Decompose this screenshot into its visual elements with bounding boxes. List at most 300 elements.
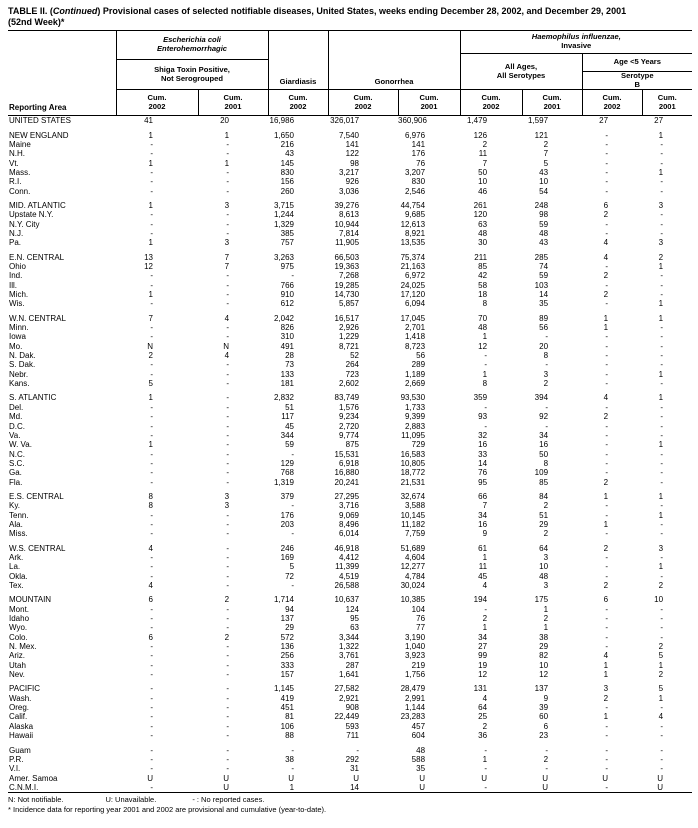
table-row — [8, 605, 692, 614]
value-cell: - — [226, 764, 230, 774]
value-cell: 131 — [473, 684, 488, 694]
table-row — [8, 746, 692, 755]
value-cell: - — [660, 186, 664, 196]
table-row — [8, 431, 692, 440]
value-cell: 84 — [539, 491, 549, 501]
cum-2002-ecoli-header: Cum. 2002 — [116, 90, 198, 116]
value-cell: 908 — [345, 703, 360, 713]
value-cell: 8,723 — [405, 341, 426, 351]
value-cell: - — [150, 458, 153, 468]
value-cell: - — [605, 430, 609, 440]
reporting-area-cell: La. — [9, 562, 21, 572]
value-cell: 10,637 — [334, 595, 360, 605]
value-cell: 51 — [539, 510, 549, 520]
value-cell: 1 — [603, 323, 609, 333]
value-cell: 181 — [280, 379, 295, 389]
value-cell: 1 — [658, 562, 664, 572]
value-cell: - — [605, 369, 609, 379]
value-cell: 2 — [603, 693, 609, 703]
value-cell: 70 — [478, 313, 488, 323]
value-cell: - — [226, 280, 230, 290]
serotype-line2: B — [634, 79, 641, 89]
value-cell: 8,721 — [338, 341, 360, 351]
all-ages-header — [460, 54, 582, 90]
value-cell: 2 — [543, 139, 549, 149]
value-cell: 29 — [539, 519, 549, 529]
reporting-area-cell: E.N. CENTRAL — [9, 252, 65, 262]
value-cell: - — [150, 670, 153, 680]
value-cell: 20,241 — [334, 477, 360, 487]
value-cell: - — [291, 501, 295, 511]
value-cell: 248 — [534, 200, 549, 210]
value-cell: 246 — [280, 543, 295, 553]
table-row — [8, 116, 692, 126]
value-cell: - — [150, 642, 153, 652]
value-cell: 43 — [539, 167, 549, 177]
value-cell: 3,716 — [338, 501, 360, 511]
value-cell: 45 — [478, 571, 488, 581]
value-cell: 8,496 — [338, 519, 360, 529]
value-cell: 1 — [603, 491, 609, 501]
value-cell: - — [545, 402, 549, 412]
value-cell: 10 — [654, 595, 664, 605]
cum-2001-gonorrhea-header: Cum. 2001 — [398, 90, 460, 116]
value-cell: - — [605, 745, 609, 755]
value-cell: - — [605, 177, 609, 187]
value-cell: 3,344 — [338, 632, 360, 642]
value-cell: - — [150, 228, 153, 238]
value-cell: 6,972 — [405, 271, 426, 281]
value-cell: - — [226, 614, 230, 624]
value-cell: 216 — [280, 139, 295, 149]
reporting-area-cell: Wyo. — [9, 623, 28, 633]
value-cell: 6 — [603, 200, 609, 210]
value-cell: 13 — [144, 252, 153, 262]
table-row — [8, 342, 692, 351]
value-cell: 1 — [482, 623, 488, 633]
reporting-area-cell: NEW ENGLAND — [9, 130, 69, 140]
value-cell: - — [605, 449, 609, 459]
value-cell: 2 — [224, 595, 230, 605]
value-cell: 457 — [411, 721, 426, 731]
value-cell: 1,714 — [273, 595, 295, 605]
all-ages-line1: All Ages, — [504, 62, 538, 71]
value-cell: 4,784 — [405, 571, 426, 581]
table-header — [8, 31, 692, 116]
value-cell: 588 — [411, 754, 426, 764]
value-cell: 59 — [285, 440, 295, 450]
value-cell: 3 — [224, 501, 230, 511]
value-cell: 1,040 — [405, 642, 426, 652]
value-cell: 19 — [478, 660, 488, 670]
value-cell: - — [150, 210, 153, 220]
table-row — [8, 670, 692, 679]
value-cell: 1 — [658, 313, 664, 323]
table-row — [8, 271, 692, 280]
value-cell: U — [542, 782, 549, 792]
value-cell: - — [150, 623, 153, 633]
value-cell: N — [223, 341, 230, 351]
value-cell: 3 — [224, 200, 230, 210]
value-cell: 1,733 — [405, 402, 426, 412]
value-cell: - — [660, 731, 664, 741]
value-cell: 1,189 — [405, 369, 426, 379]
reporting-area-cell: Ohio — [9, 262, 26, 271]
value-cell: 260 — [280, 186, 295, 196]
value-cell: - — [226, 510, 230, 520]
value-cell: 3,923 — [405, 651, 426, 661]
reporting-area-cell: Ga. — [9, 468, 22, 478]
value-cell: 4 — [603, 393, 609, 403]
value-cell: - — [150, 186, 153, 196]
value-cell: 85 — [539, 477, 549, 487]
value-cell: 66,503 — [334, 252, 360, 262]
footnotes — [8, 795, 691, 815]
value-cell: 4,412 — [338, 552, 360, 562]
value-cell: 344 — [280, 430, 295, 440]
value-cell: - — [226, 670, 230, 680]
value-cell: - — [226, 703, 230, 713]
value-cell: - — [226, 529, 230, 539]
value-cell: 85 — [478, 262, 488, 271]
value-cell: - — [660, 290, 664, 300]
value-cell: 1 — [543, 623, 549, 633]
reporting-area-cell: Nev. — [9, 670, 25, 680]
value-cell: - — [660, 623, 664, 633]
value-cell: 1 — [658, 167, 664, 177]
value-cell: 77 — [416, 623, 426, 633]
reporting-area-cell: Calif. — [9, 712, 28, 722]
table-row — [8, 403, 692, 412]
value-cell: 7 — [543, 149, 549, 159]
reporting-area-cell: Utah — [9, 660, 26, 670]
value-cell: - — [660, 430, 664, 440]
value-cell: - — [660, 219, 664, 229]
value-cell: - — [484, 782, 488, 792]
value-cell: 359 — [473, 393, 488, 403]
value-cell: - — [150, 604, 153, 614]
table-row — [8, 623, 692, 632]
value-cell: 64 — [478, 703, 488, 713]
value-cell: 52 — [350, 351, 360, 361]
value-cell: - — [660, 721, 664, 731]
value-cell: 3,715 — [273, 200, 295, 210]
value-cell: 1 — [482, 754, 488, 764]
value-cell: - — [605, 782, 609, 792]
value-cell: 360,906 — [398, 116, 427, 126]
value-cell: 2,883 — [405, 421, 426, 431]
value-cell: 1,319 — [273, 477, 295, 487]
value-cell: - — [226, 571, 230, 581]
value-cell: - — [605, 623, 609, 633]
value-cell: 1 — [148, 200, 153, 210]
value-cell: - — [605, 332, 609, 342]
value-cell: - — [291, 271, 295, 281]
value-cell: 137 — [534, 684, 549, 694]
value-cell: - — [226, 468, 230, 478]
value-cell: 27 — [599, 116, 609, 126]
value-cell: - — [226, 139, 230, 149]
value-cell: 8,921 — [405, 228, 426, 238]
value-cell: - — [660, 379, 664, 389]
value-cell: - — [226, 332, 230, 342]
value-cell: - — [150, 614, 153, 624]
reporting-area-cell: Ariz. — [9, 651, 25, 661]
value-cell: 203 — [280, 519, 295, 529]
value-cell: 73 — [285, 360, 295, 370]
value-cell: 13,535 — [400, 238, 426, 248]
reporting-area-cell: Mo. — [9, 341, 23, 351]
value-cell: - — [150, 477, 153, 487]
value-cell: 93 — [478, 412, 488, 422]
table-row — [8, 290, 692, 299]
value-cell: 1 — [148, 290, 153, 300]
value-cell: - — [150, 660, 153, 670]
reporting-area-cell: Md. — [9, 412, 23, 422]
value-cell: - — [660, 764, 664, 774]
value-cell: 1 — [482, 332, 488, 342]
shiga-line1: Shiga Toxin Positive, — [154, 65, 230, 74]
table-row — [8, 360, 692, 369]
value-cell: - — [291, 745, 295, 755]
value-cell: 3,036 — [338, 186, 360, 196]
value-cell: 287 — [345, 660, 360, 670]
value-cell: 1 — [603, 660, 609, 670]
table-row — [8, 299, 692, 308]
value-cell: 2 — [603, 290, 609, 300]
value-cell: 1 — [148, 440, 153, 450]
value-cell: - — [660, 412, 664, 422]
table-row — [8, 478, 692, 487]
value-cell: 34 — [478, 632, 488, 642]
value-cell: 766 — [280, 280, 295, 290]
value-cell: 875 — [345, 440, 360, 450]
value-cell: 30 — [478, 238, 488, 248]
value-cell: 48 — [416, 745, 426, 755]
reporting-area-cell: Okla. — [9, 571, 28, 581]
reporting-area-cell: Amer. Samoa — [9, 773, 58, 783]
value-cell: - — [484, 604, 488, 614]
value-cell: 1,756 — [405, 670, 426, 680]
reporting-area-cell: N.Y. City — [9, 219, 40, 229]
value-cell: 7 — [482, 501, 488, 511]
value-cell: - — [150, 177, 153, 187]
value-cell: 103 — [534, 280, 549, 290]
table-title — [8, 6, 691, 28]
value-cell: - — [291, 764, 295, 774]
value-cell: 1,641 — [338, 670, 360, 680]
table-row — [8, 529, 692, 538]
value-cell: - — [226, 219, 230, 229]
value-cell: 38 — [539, 632, 549, 642]
value-cell: 7 — [224, 262, 230, 271]
value-cell: 51 — [285, 402, 295, 412]
cum-2002-allages-header: Cum. 2002 — [460, 90, 522, 116]
value-cell: - — [605, 703, 609, 713]
value-cell: - — [150, 421, 153, 431]
value-cell: 8 — [148, 501, 153, 511]
value-cell: - — [226, 745, 230, 755]
value-cell: 5 — [543, 158, 549, 168]
value-cell: 2 — [482, 139, 488, 149]
value-cell: 5 — [148, 379, 153, 389]
value-cell: - — [226, 623, 230, 633]
value-cell: 6 — [148, 595, 153, 605]
value-cell: U — [602, 773, 609, 783]
value-cell: N — [147, 341, 153, 351]
value-cell: - — [605, 529, 609, 539]
value-cell: 76 — [416, 158, 426, 168]
value-cell: U — [288, 773, 295, 783]
value-cell: 2 — [603, 477, 609, 487]
value-cell: 21,163 — [400, 262, 426, 271]
value-cell: - — [226, 323, 230, 333]
value-cell: - — [605, 219, 609, 229]
value-cell: 9,234 — [338, 412, 360, 422]
value-cell: 22,449 — [334, 712, 360, 722]
value-cell: 35 — [539, 299, 549, 309]
value-cell: 12 — [478, 341, 488, 351]
table-row — [8, 651, 692, 660]
value-cell: 2 — [658, 581, 664, 590]
table-row — [8, 168, 692, 177]
table-row — [8, 544, 692, 553]
value-cell: 43 — [539, 238, 549, 248]
table-row — [8, 712, 692, 721]
value-cell: 93,530 — [400, 393, 426, 403]
table-row — [8, 492, 692, 501]
value-cell: - — [226, 299, 230, 309]
cum-2002-serotypeb-header: Cum. 2002 — [582, 90, 642, 116]
value-cell: 11 — [478, 562, 488, 572]
value-cell: 94 — [285, 604, 295, 614]
value-cell: - — [226, 449, 230, 459]
table-row — [8, 642, 692, 651]
value-cell: - — [660, 468, 664, 478]
value-cell: 63 — [350, 623, 360, 633]
reporting-area-cell: P.R. — [9, 754, 24, 764]
table-row — [8, 459, 692, 468]
value-cell: 1 — [658, 491, 664, 501]
value-cell: 18 — [478, 290, 488, 300]
value-cell: 1,576 — [338, 402, 360, 412]
value-cell: 58 — [478, 280, 488, 290]
value-cell: 2 — [543, 501, 549, 511]
reporting-area-cell: C.N.M.I. — [9, 782, 39, 792]
asterisk-footnote: * Incidence data for reporting year 2001 and 2002 are provisional and cumulative (year-to-date). — [8, 805, 327, 815]
value-cell: 3 — [658, 238, 664, 248]
title-line2: (52nd Week)* — [8, 17, 65, 27]
value-cell: 3 — [543, 581, 549, 590]
value-cell: 117 — [281, 412, 295, 422]
value-cell: - — [150, 782, 153, 792]
value-cell: - — [660, 351, 664, 361]
value-cell: 7 — [224, 252, 230, 262]
reporting-area-cell: N.C. — [9, 449, 25, 459]
value-cell: 27,582 — [334, 684, 360, 694]
hflu-name-line1: Haemophilus influenzae, — [531, 32, 621, 42]
value-cell: - — [226, 660, 230, 670]
value-cell: 1,329 — [273, 219, 295, 229]
value-cell: - — [605, 280, 609, 290]
value-cell: 2 — [224, 632, 230, 642]
value-cell: 910 — [280, 290, 295, 300]
value-cell: 16 — [478, 440, 488, 450]
value-cell: 1 — [658, 510, 664, 520]
value-cell: - — [605, 130, 609, 140]
table-row — [8, 281, 692, 290]
value-cell: 256 — [280, 651, 295, 661]
value-cell: - — [226, 360, 230, 370]
value-cell: 30,024 — [400, 581, 426, 590]
value-cell: 593 — [345, 721, 360, 731]
legend-not-notifiable: N: Not notifiable. — [8, 795, 64, 805]
value-cell: 59 — [539, 219, 549, 229]
value-cell: 23,283 — [400, 712, 426, 722]
value-cell: - — [226, 271, 230, 281]
value-cell: 109 — [534, 468, 549, 478]
value-cell: - — [226, 519, 230, 529]
value-cell: U — [542, 773, 549, 783]
value-cell: - — [484, 360, 488, 370]
reporting-area-cell: PACIFIC — [9, 684, 40, 694]
table-row — [8, 177, 692, 186]
value-cell: 1 — [658, 393, 664, 403]
value-cell: 61 — [478, 543, 488, 553]
value-cell: 24,025 — [400, 280, 426, 290]
value-cell: - — [226, 552, 230, 562]
value-cell: 83,749 — [334, 393, 360, 403]
value-cell: - — [150, 693, 153, 703]
legend-unavailable: U: Unavailable. — [105, 795, 157, 805]
giardiasis-header: Giardiasis — [268, 31, 328, 90]
value-cell: 2,669 — [405, 379, 426, 389]
value-cell: 1,479 — [467, 116, 488, 126]
value-cell: 1 — [658, 440, 664, 450]
value-cell: - — [660, 501, 664, 511]
reporting-area-cell: Iowa — [9, 332, 26, 342]
value-cell: - — [660, 571, 664, 581]
value-cell: 175 — [534, 595, 549, 605]
value-cell: 35 — [416, 764, 426, 774]
value-cell: 12 — [144, 262, 153, 271]
value-cell: 1,244 — [273, 210, 295, 220]
reporting-area-cell: Del. — [9, 402, 24, 412]
value-cell: 39 — [539, 703, 549, 713]
value-cell: 379 — [280, 491, 295, 501]
reporting-area-cell: W. Va. — [9, 440, 32, 450]
table-row — [8, 393, 692, 402]
table-row — [8, 553, 692, 562]
value-cell: 5 — [289, 562, 295, 572]
value-cell: 2 — [603, 543, 609, 553]
value-cell: - — [226, 458, 230, 468]
value-cell: - — [226, 379, 230, 389]
value-cell: 612 — [280, 299, 295, 309]
value-cell: 926 — [345, 177, 360, 187]
table-row — [8, 581, 692, 590]
value-cell: - — [150, 703, 153, 713]
ecoli-name-line2: Enterohemorrhagic — [156, 44, 228, 53]
value-cell: 3 — [658, 200, 664, 210]
value-cell: 42 — [478, 271, 488, 281]
value-cell: 95 — [478, 477, 488, 487]
value-cell: - — [484, 745, 488, 755]
value-cell: - — [226, 604, 230, 614]
value-cell: 20 — [220, 116, 230, 126]
reporting-area-cell: N.H. — [9, 149, 25, 159]
value-cell: - — [226, 684, 230, 694]
